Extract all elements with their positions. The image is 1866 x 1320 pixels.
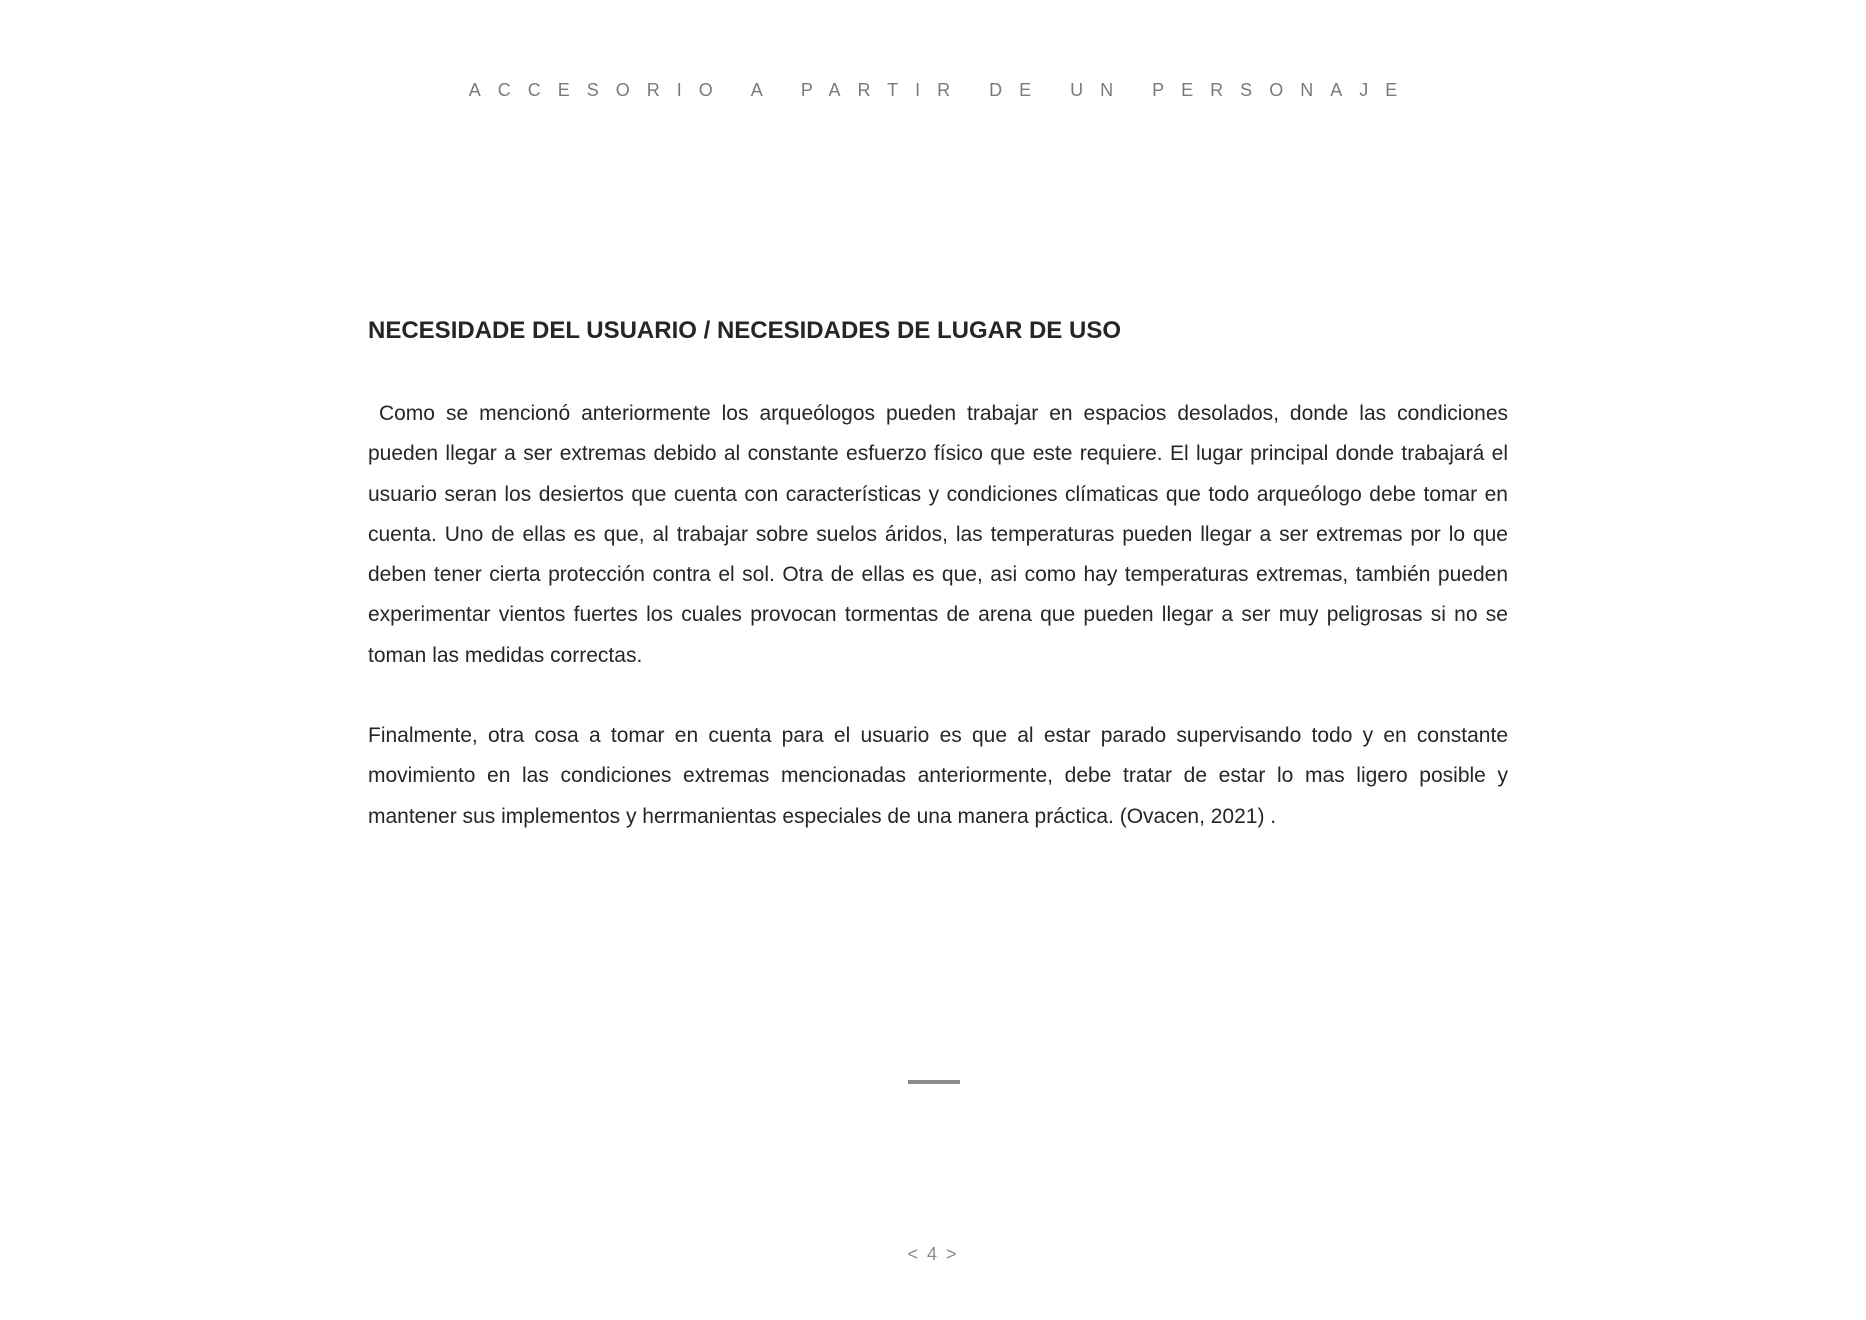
page-number: < 4 > bbox=[907, 1244, 959, 1264]
section-title: NECESIDADE DEL USUARIO / NECESIDADES DE LUGAR DE USO bbox=[368, 317, 1121, 344]
footer-divider bbox=[908, 1080, 960, 1084]
running-header: ACCESORIO A PARTIR DE UN PERSONAJE bbox=[468, 80, 1415, 100]
body-paragraph-1: Como se mencionó anteriormente los arqueólogos pueden trabajar en espacios desolados, donde las condiciones pueden llegar a ser extremas debido al constante esfuerzo físico que este requiere. El lugar principal donde trabajará el usuario seran los desiertos que cuenta con características y condiciones clímaticas que todo arqueólogo debe tomar en cuenta. Uno de ellas es que, al trabajar sobre suelos áridos, las temperaturas pueden llegar a ser extremas por lo que deben tener cierta protección contra el sol. Otra de ellas es que, asi como hay temperaturas extremas, también pueden experimentar vientos fuertes los cuales provocan tormentas de arena que pueden llegar a ser muy peligrosas si no se toman las medidas correctas. bbox=[368, 402, 1508, 667]
main-content bbox=[368, 314, 1508, 877]
body-paragraph-2: Finalmente, otra cosa a tomar en cuenta para el usuario es que al estar parado supervisando todo y en constante movimiento en las condiciones extremas mencionadas anteriormente, debe tratar de estar lo mas ligero posible y mantener sus implementos y herrmanientas especiales de una manera práctica. (Ovacen, 2021) . bbox=[368, 724, 1508, 828]
